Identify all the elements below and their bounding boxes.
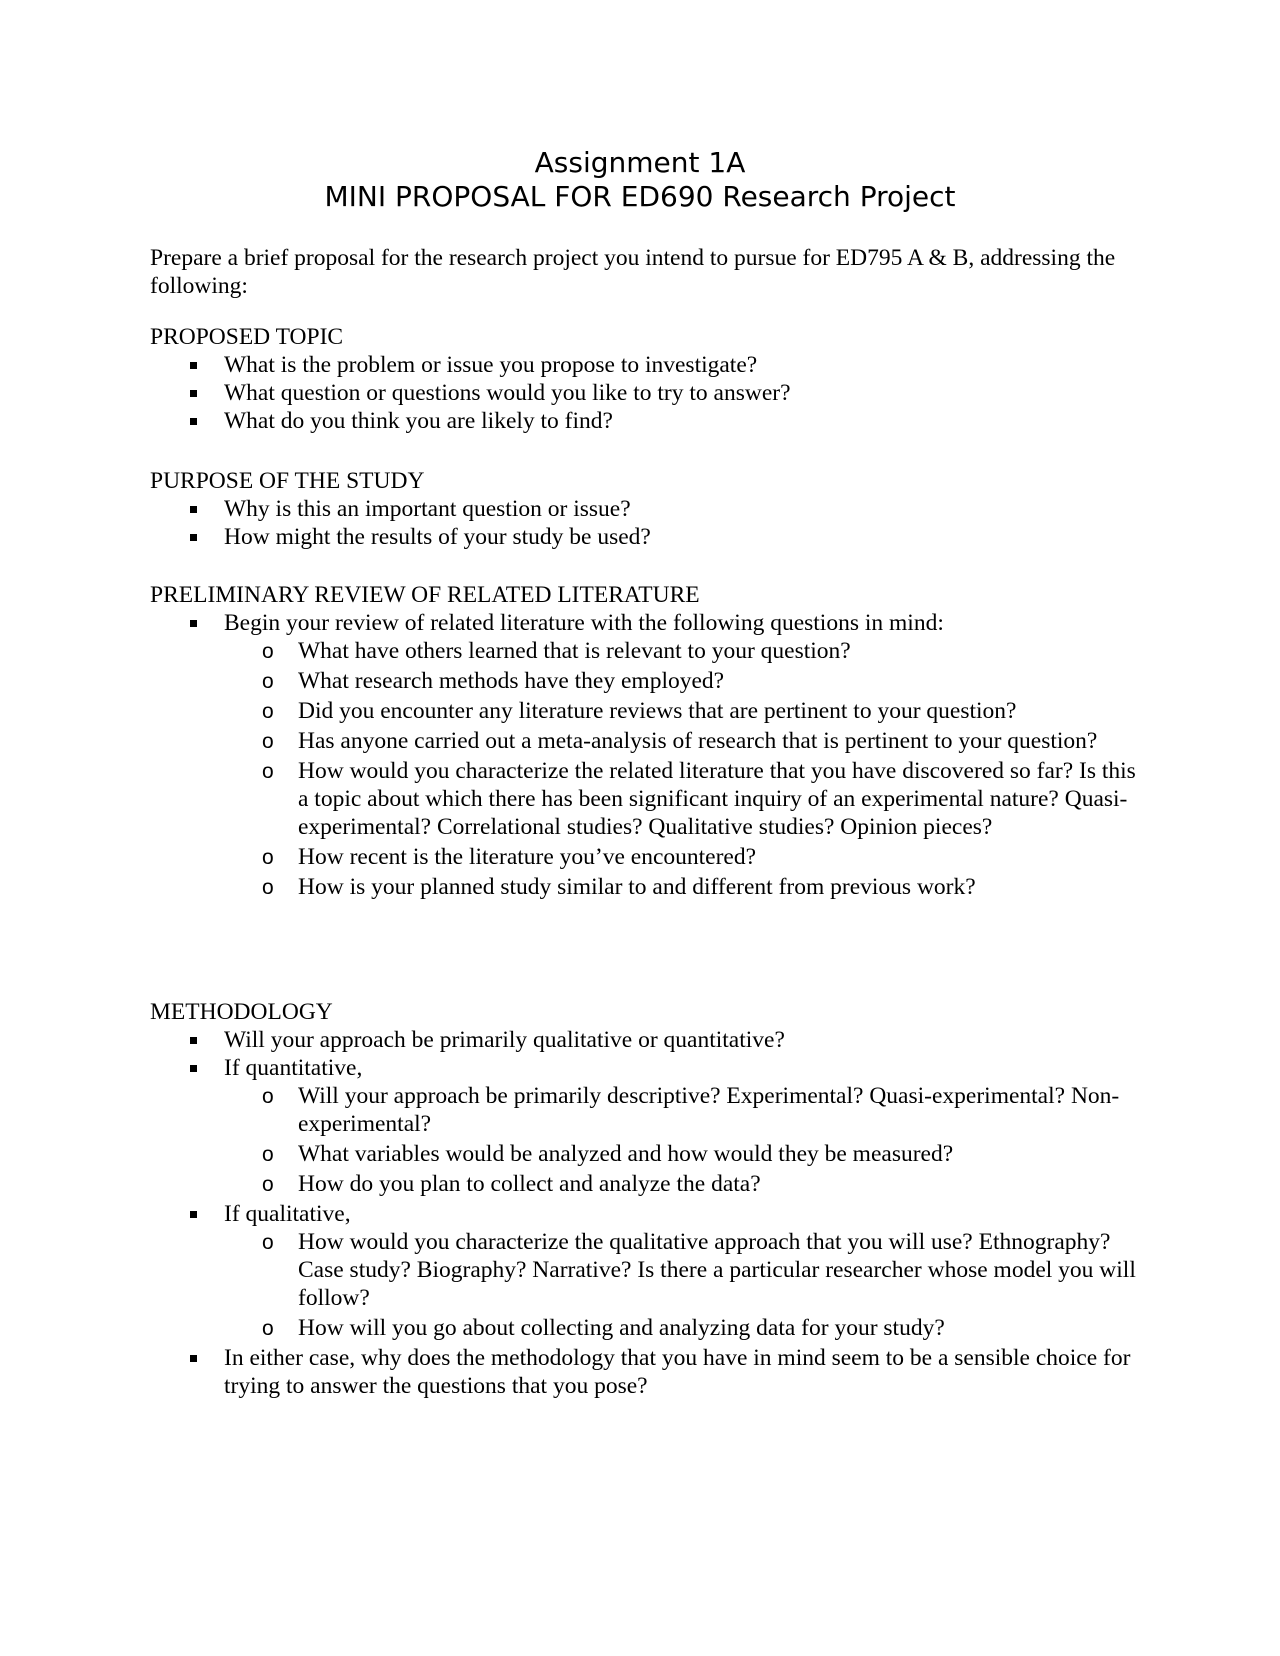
square-bullet-icon [190, 362, 197, 369]
sub-list-item: o How recent is the literature you’ve encountered? [262, 844, 757, 870]
circle-bullet-icon: o [262, 1143, 274, 1166]
sub-list-item: o What variables would be analyzed and how would they be measured? [262, 1141, 954, 1167]
sub-bullet-list [224, 1228, 1150, 1342]
sub-list-item: o How will you go about collecting and analyzing data for your study? [262, 1315, 945, 1341]
circle-bullet-icon: o [262, 640, 274, 663]
square-bullet-icon [190, 1355, 197, 1362]
sub-list-item: o What have others learned that is relevant to your question? [262, 638, 851, 664]
list-item: In either case, why does the methodology that you have in mind seem to be a sensible choice for trying to answer the questions that you pose? [224, 1344, 1150, 1400]
section-literature-review [150, 581, 1150, 903]
circle-bullet-icon: o [262, 1231, 274, 1254]
section-methodology [150, 998, 1150, 1400]
list-item: Why is this an important question or issue? [224, 495, 1150, 523]
square-bullet-icon [190, 1065, 197, 1072]
list-item: Begin your review of related literature with the following questions in mind: o What have others learned that is relevant to your question? o What research methods have they employed? o Did you encounter any literature reviews that are pertinent to your question? o Has anyone carried out a meta-analysis of research that is pertinent to your question? o How would you characterize the related literature that you have discovered so far? Is this a topic about which there has been significant inquiry of an experimental nature? Quasi-experimental? Correlational studies? Qualitative studies? Opinion pieces? o How recent is the literature you’ve encountered? o How is your planned study similar to and different from previous work? [224, 609, 1150, 901]
square-bullet-icon [190, 390, 197, 397]
list-item: If quantitative, o Will your approach be primarily descriptive? Experimental? Quasi-experimental? Non-experimental? o What variables would be analyzed and how would they be measured? o How do you plan to collect and analyze the data? [224, 1054, 1150, 1198]
square-bullet-icon [190, 418, 197, 425]
bullet-list [150, 495, 1150, 551]
circle-bullet-icon: o [262, 1085, 274, 1108]
sub-list-item: o How is your planned study similar to and different from previous work? [262, 874, 976, 900]
proposal-title: MINI PROPOSAL FOR ED690 Research Project [324, 180, 956, 213]
sub-list-item: o Will your approach be primarily descriptive? Experimental? Quasi-experimental? Non-experimental? [262, 1083, 1120, 1137]
section-heading: PROPOSED TOPIC [150, 324, 344, 350]
circle-bullet-icon: o [262, 876, 274, 899]
square-bullet-icon [190, 620, 197, 627]
circle-bullet-icon: o [262, 730, 274, 753]
circle-bullet-icon: o [262, 700, 274, 723]
square-bullet-icon [190, 1037, 197, 1044]
assignment-label: Assignment 1A [534, 146, 746, 179]
circle-bullet-icon: o [262, 846, 274, 869]
sub-list-item: o How do you plan to collect and analyze the data? [262, 1171, 761, 1197]
list-item: What do you think you are likely to find? [224, 407, 1150, 435]
bullet-list [150, 1026, 1150, 1400]
list-item: What is the problem or issue you propose to investigate? [224, 351, 1150, 379]
section-heading: PRELIMINARY REVIEW OF RELATED LITERATURE [150, 582, 700, 608]
sub-list-item: o How would you characterize the qualitative approach that you will use? Ethnography? Case study? Biography? Narrative? Is there a particular researcher whose model you will follow? [262, 1229, 1136, 1311]
circle-bullet-icon: o [262, 1317, 274, 1340]
sub-list-item: o What research methods have they employed? [262, 668, 725, 694]
section-heading: PURPOSE OF THE STUDY [150, 468, 425, 494]
circle-bullet-icon: o [262, 760, 274, 783]
sub-bullet-list [224, 1082, 1150, 1198]
section-heading: METHODOLOGY [150, 999, 333, 1025]
section-purpose [150, 467, 1150, 551]
sub-list-item: o Has anyone carried out a meta-analysis of research that is pertinent to your question? [262, 728, 1098, 754]
square-bullet-icon [190, 534, 197, 541]
square-bullet-icon [190, 1211, 197, 1218]
list-item: What question or questions would you like to try to answer? [224, 379, 1150, 407]
circle-bullet-icon: o [262, 1173, 274, 1196]
bullet-list [150, 609, 1150, 901]
sub-list-item: o Did you encounter any literature reviews that are pertinent to your question? [262, 698, 1017, 724]
bullet-list [150, 351, 1150, 435]
sub-list-item: o How would you characterize the related literature that you have discovered so far? Is this a topic about which there has been significant inquiry of an experimental nature? Quasi-experimental? Correlational studies? Qualitative studies? Opinion pieces? [262, 758, 1136, 840]
section-proposed-topic [150, 323, 1150, 435]
list-item: How might the results of your study be used? [224, 523, 1150, 551]
list-item: If qualitative, o How would you characterize the qualitative approach that you will use? Ethnography? Case study? Biography? Narrative? Is there a particular researcher whose model you will follow? o How will you go about collecting and analyzing data for your study? [224, 1200, 1150, 1342]
document-title [0, 146, 1280, 214]
square-bullet-icon [190, 506, 197, 513]
intro-paragraph: Prepare a brief proposal for the research project you intend to pursue for ED795 A & B, addressing the following: [150, 245, 1116, 299]
circle-bullet-icon: o [262, 670, 274, 693]
list-item: Will your approach be primarily qualitative or quantitative? [224, 1026, 1150, 1054]
sub-bullet-list [224, 637, 1150, 901]
